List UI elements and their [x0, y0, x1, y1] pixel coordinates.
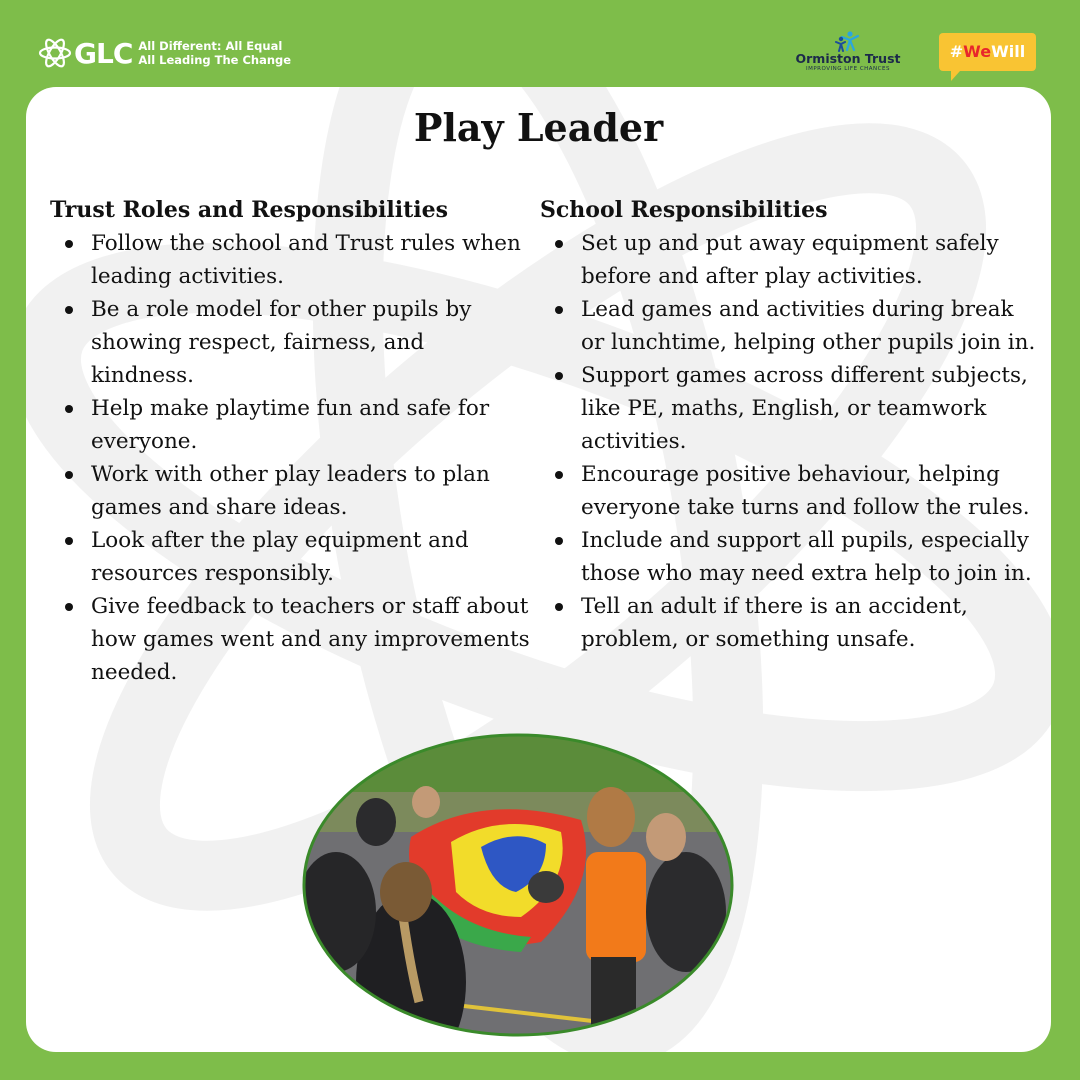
list-item: Include and support all pupils, especially those who may need extra help to join in.	[540, 524, 1040, 590]
trust-heading: Trust Roles and Responsibilities	[50, 197, 449, 223]
ormiston-trust-logo	[792, 30, 904, 80]
list-item: Follow the school and Trust rules when leading activities.	[50, 227, 530, 293]
list-item: Set up and put away equipment safely before and after play activities.	[540, 227, 1040, 293]
school-heading: School Responsibilities	[540, 197, 828, 223]
wewill-will: Will	[991, 42, 1026, 61]
list-item: Look after the play equipment and resources responsibly.	[50, 524, 530, 590]
page-title: Play Leader	[413, 105, 664, 150]
people-icon	[828, 30, 868, 52]
list-item: Support games across different subjects, like PE, maths, English, or teamwork activities.	[540, 359, 1040, 458]
glc-tagline	[138, 39, 291, 67]
ormiston-name: Ormiston Trust	[795, 51, 901, 66]
list-item: Help make playtime fun and safe for everyone.	[50, 392, 530, 458]
play-parachute-photo	[301, 732, 735, 1038]
list-item: Be a role model for other pupils by showing respect, fairness, and kindness.	[50, 293, 530, 392]
list-item: Give feedback to teachers or staff about how games went and any improvements needed.	[50, 590, 530, 689]
list-item: Work with other play leaders to plan games and share ideas.	[50, 458, 530, 524]
wewill-hash: #	[949, 42, 964, 61]
trust-list	[50, 227, 530, 689]
list-item: Lead games and activities during break or lunchtime, helping other pupils join in.	[540, 293, 1040, 359]
glc-tagline-line2: All Leading The Change	[138, 53, 292, 67]
list-item: Encourage positive behaviour, helping everyone take turns and follow the rules.	[540, 458, 1040, 524]
glc-logo-text: GLC	[74, 36, 133, 70]
content-card	[26, 87, 1051, 1052]
list-item: Tell an adult if there is an accident, problem, or something unsafe.	[540, 590, 1040, 656]
ormiston-tagline: IMPROVING LIFE CHANCES	[806, 66, 890, 72]
trust-responsibilities-section	[50, 197, 530, 689]
header	[0, 0, 1080, 90]
glc-logo	[38, 36, 291, 70]
star-icon	[38, 36, 72, 70]
school-list	[540, 227, 1040, 656]
wewill-we: We	[963, 42, 992, 61]
glc-tagline-line1: All Different: All Equal	[138, 39, 283, 53]
school-responsibilities-section	[540, 197, 1040, 656]
wewill-badge	[939, 33, 1036, 71]
